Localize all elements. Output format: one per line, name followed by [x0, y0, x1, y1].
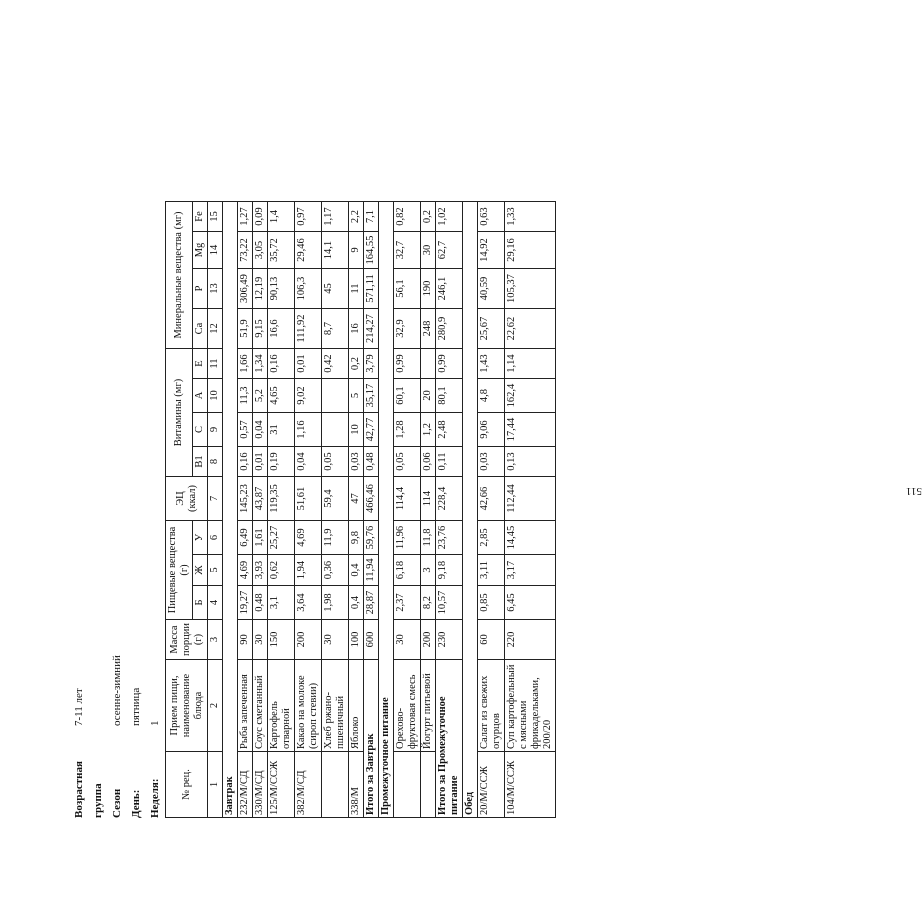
table-cell: 51,61 — [295, 477, 322, 521]
col-nutrients: Пищевые вещества (г) — [166, 521, 193, 620]
table-cell: 1,2 — [421, 413, 436, 447]
table-cell: 60,1 — [394, 379, 421, 413]
table-cell: 30 — [421, 232, 436, 269]
table-cell: 106,3 — [295, 269, 322, 309]
section-title: Завтрак — [223, 202, 238, 818]
table-cell: 4,65 — [268, 379, 295, 413]
total-cell: 0,11 — [436, 447, 463, 477]
column-number: 13 — [208, 269, 223, 309]
table-cell: 0,48 — [253, 586, 268, 620]
table-cell: 3,64 — [295, 586, 322, 620]
table-cell: 2,37 — [394, 586, 421, 620]
table-row — [268, 202, 295, 818]
table-cell: 114,4 — [394, 477, 421, 521]
table-cell: 43,87 — [253, 477, 268, 521]
total-cell: 571,11 — [364, 269, 379, 309]
table-cell — [394, 752, 421, 818]
table-cell: 4,69 — [295, 521, 322, 555]
table-cell: 22,62 — [505, 309, 556, 349]
col-minerals: Минеральные вещества (мг) — [166, 202, 193, 349]
total-cell: 280,9 — [436, 309, 463, 349]
menu-table-body — [208, 202, 556, 818]
table-cell: 16,6 — [268, 309, 295, 349]
table-cell: 1,4 — [268, 202, 295, 232]
total-cell: 2,48 — [436, 413, 463, 447]
table-cell: 1,27 — [238, 202, 253, 232]
table-cell: 306,49 — [238, 269, 253, 309]
table-cell — [322, 752, 349, 818]
table-cell: 1,16 — [295, 413, 322, 447]
table-cell: 0,19 — [268, 447, 295, 477]
table-cell: Картофель отварной — [268, 660, 295, 752]
table-cell: 220 — [505, 620, 556, 660]
table-cell: 330/М/СД — [253, 752, 268, 818]
table-row — [253, 202, 268, 818]
table-cell: Салат из свежих огурцов — [478, 660, 505, 752]
table-cell: 0,97 — [295, 202, 322, 232]
table-cell: 11 — [349, 269, 364, 309]
table-cell: 11,8 — [421, 521, 436, 555]
column-number: 12 — [208, 309, 223, 349]
section-title: Обед — [463, 202, 478, 818]
table-cell: 190 — [421, 269, 436, 309]
table-cell: 0,01 — [253, 447, 268, 477]
table-cell: Рыба запеченная — [238, 660, 253, 752]
table-cell: 0,13 — [505, 447, 556, 477]
table-cell: 30 — [394, 620, 421, 660]
age-group-label: Возрастная группа — [73, 761, 104, 818]
col-mass: Масса порции (г) — [166, 620, 208, 660]
table-cell: 12,19 — [253, 269, 268, 309]
total-row — [364, 202, 379, 818]
table-row — [478, 202, 505, 818]
col-fe: Fe — [193, 202, 208, 232]
column-number: 11 — [208, 349, 223, 379]
table-cell: 0,09 — [253, 202, 268, 232]
table-cell: 90,13 — [268, 269, 295, 309]
table-cell: 112,44 — [505, 477, 556, 521]
table-cell: 56,1 — [394, 269, 421, 309]
table-cell: 11,3 — [238, 379, 253, 413]
table-cell: 32,9 — [394, 309, 421, 349]
table-cell: 0,04 — [295, 447, 322, 477]
col-a: A — [193, 379, 208, 413]
col-b: Б — [193, 586, 208, 620]
total-label: Итого за Завтрак — [364, 660, 379, 818]
col-energy: ЭЦ (ккал) — [166, 477, 208, 521]
table-cell: 0,2 — [349, 349, 364, 379]
table-cell: 20 — [421, 379, 436, 413]
table-cell: 0,99 — [394, 349, 421, 379]
table-cell: Йогурт питьевой — [421, 660, 436, 752]
table-cell: 6,49 — [238, 521, 253, 555]
table-cell: 382/М/СД — [295, 752, 322, 818]
table-cell: 11,9 — [322, 521, 349, 555]
table-cell: 0,2 — [421, 202, 436, 232]
table-cell: 119,35 — [268, 477, 295, 521]
table-cell: 1,61 — [253, 521, 268, 555]
column-number: 2 — [208, 660, 223, 752]
table-cell: 104/М/ССЖ — [505, 752, 556, 818]
table-cell: 3,11 — [478, 555, 505, 586]
table-cell: 10 — [349, 413, 364, 447]
menu-table — [165, 201, 556, 818]
table-cell: Суп картофельный с мясными фрикадельками, 200/20 — [505, 660, 556, 752]
table-cell: 1,17 — [322, 202, 349, 232]
table-cell: 9,06 — [478, 413, 505, 447]
table-cell: 0,03 — [478, 447, 505, 477]
table-cell: 0,16 — [268, 349, 295, 379]
rotated-page — [70, 58, 922, 818]
column-number: 8 — [208, 447, 223, 477]
table-cell: Какао на молоке (сироп стевии) — [295, 660, 322, 752]
table-cell: 14,92 — [478, 232, 505, 269]
table-cell: 0,62 — [268, 555, 295, 586]
total-cell: 228,4 — [436, 477, 463, 521]
table-cell: Орехово-фруктовая смесь — [394, 660, 421, 752]
column-number: 1 — [208, 752, 223, 818]
table-cell: 114 — [421, 477, 436, 521]
table-cell: 0,57 — [238, 413, 253, 447]
table-cell: 9,8 — [349, 521, 364, 555]
table-cell — [421, 752, 436, 818]
table-cell: 32,7 — [394, 232, 421, 269]
table-cell: 1,14 — [505, 349, 556, 379]
table-cell: 162,4 — [505, 379, 556, 413]
col-mg: Mg — [193, 232, 208, 269]
table-cell: 0,01 — [295, 349, 322, 379]
col-zh: Ж — [193, 555, 208, 586]
section-row — [379, 202, 394, 818]
table-cell: 100 — [349, 620, 364, 660]
table-row — [322, 202, 349, 818]
table-cell: 1,66 — [238, 349, 253, 379]
total-cell: 80,1 — [436, 379, 463, 413]
season-label: Сезон — [111, 788, 123, 818]
day-value: пятница — [130, 687, 142, 726]
total-cell: 164,55 — [364, 232, 379, 269]
column-number: 9 — [208, 413, 223, 447]
table-cell: 5,2 — [253, 379, 268, 413]
col-u: У — [193, 521, 208, 555]
table-cell: 125/М/ССЖ — [268, 752, 295, 818]
table-cell: 1,28 — [394, 413, 421, 447]
total-cell: 246,1 — [436, 269, 463, 309]
table-cell: 338/М — [349, 752, 364, 818]
col-p: P — [193, 269, 208, 309]
column-number: 3 — [208, 620, 223, 660]
table-cell: 11,96 — [394, 521, 421, 555]
table-cell: 3,1 — [268, 586, 295, 620]
table-cell: 20/М/ССЖ — [478, 752, 505, 818]
total-cell: 600 — [364, 620, 379, 660]
total-cell: 23,76 — [436, 521, 463, 555]
table-cell: 200 — [421, 620, 436, 660]
table-cell: Соус сметанный — [253, 660, 268, 752]
total-label: Итого за Промежуточное питание — [436, 660, 463, 818]
table-cell: 150 — [268, 620, 295, 660]
table-cell: 30 — [322, 620, 349, 660]
column-number: 6 — [208, 521, 223, 555]
table-cell: 19,27 — [238, 586, 253, 620]
table-cell: 17,44 — [505, 413, 556, 447]
total-cell: 7,1 — [364, 202, 379, 232]
col-b1: B1 — [193, 447, 208, 477]
table-cell: 2,2 — [349, 202, 364, 232]
total-cell: 10,57 — [436, 586, 463, 620]
total-cell: 466,46 — [364, 477, 379, 521]
total-cell: 9,18 — [436, 555, 463, 586]
table-cell: 90 — [238, 620, 253, 660]
col-ca: Ca — [193, 309, 208, 349]
table-row — [238, 202, 253, 818]
week-value: 1 — [149, 720, 161, 726]
table-cell: 0,85 — [478, 586, 505, 620]
table-cell: 9,02 — [295, 379, 322, 413]
column-number: 4 — [208, 586, 223, 620]
total-cell: 3,79 — [364, 349, 379, 379]
table-cell: 200 — [295, 620, 322, 660]
table-cell: 9,15 — [253, 309, 268, 349]
table-cell: 42,66 — [478, 477, 505, 521]
table-cell: 1,43 — [478, 349, 505, 379]
table-row — [349, 202, 364, 818]
table-cell: 29,46 — [295, 232, 322, 269]
col-dish: Прием пищи, наименование блюда — [166, 660, 208, 752]
table-cell: 25,67 — [478, 309, 505, 349]
table-cell: 3,93 — [253, 555, 268, 586]
table-cell — [322, 413, 349, 447]
total-row — [436, 202, 463, 818]
table-row — [295, 202, 322, 818]
table-cell: 0,82 — [394, 202, 421, 232]
table-cell: 3,05 — [253, 232, 268, 269]
table-cell: 0,4 — [349, 555, 364, 586]
table-cell: 0,63 — [478, 202, 505, 232]
table-row — [394, 202, 421, 818]
col-recipe: № рец. — [166, 752, 208, 818]
age-group-value: 7-11 лет — [73, 688, 85, 726]
total-cell: 0,48 — [364, 447, 379, 477]
column-number: 14 — [208, 232, 223, 269]
column-number: 5 — [208, 555, 223, 586]
table-cell: 5 — [349, 379, 364, 413]
table-cell: 3 — [421, 555, 436, 586]
total-cell: 0,99 — [436, 349, 463, 379]
total-cell: 59,76 — [364, 521, 379, 555]
week-label: Неделя: — [149, 778, 161, 818]
table-cell: 0,36 — [322, 555, 349, 586]
table-cell: 0,05 — [394, 447, 421, 477]
table-cell: 2,85 — [478, 521, 505, 555]
table-cell: 248 — [421, 309, 436, 349]
col-vitamins: Витамины (мг) — [166, 349, 193, 477]
column-number: 7 — [208, 477, 223, 521]
table-cell: 51,9 — [238, 309, 253, 349]
column-number: 10 — [208, 379, 223, 413]
table-cell: 60 — [478, 620, 505, 660]
table-cell: 30 — [253, 620, 268, 660]
table-row — [505, 202, 556, 818]
table-cell: Хлеб ржано-пшеничный — [322, 660, 349, 752]
column-number-row — [208, 202, 223, 818]
table-cell: 4,8 — [478, 379, 505, 413]
table-cell: 232/М/СД — [238, 752, 253, 818]
table-cell: 47 — [349, 477, 364, 521]
table-cell: 9 — [349, 232, 364, 269]
table-cell: 8,2 — [421, 586, 436, 620]
table-cell: 111,92 — [295, 309, 322, 349]
col-c: C — [193, 413, 208, 447]
table-cell: 45 — [322, 269, 349, 309]
section-row — [223, 202, 238, 818]
table-cell: 16 — [349, 309, 364, 349]
table-cell: 0,06 — [421, 447, 436, 477]
total-cell: 230 — [436, 620, 463, 660]
table-cell — [322, 379, 349, 413]
day-label: День: — [130, 789, 142, 818]
table-cell: 0,16 — [238, 447, 253, 477]
total-cell: 11,94 — [364, 555, 379, 586]
total-cell: 214,27 — [364, 309, 379, 349]
table-cell: 1,94 — [295, 555, 322, 586]
table-cell: 35,72 — [268, 232, 295, 269]
table-cell: 40,59 — [478, 269, 505, 309]
table-cell: 25,27 — [268, 521, 295, 555]
total-cell: 28,87 — [364, 586, 379, 620]
table-cell: 59,4 — [322, 477, 349, 521]
table-cell: 29,16 — [505, 232, 556, 269]
table-cell: 1,34 — [253, 349, 268, 379]
table-cell: 0,42 — [322, 349, 349, 379]
page-number: 511 — [905, 485, 922, 497]
total-cell: 35,17 — [364, 379, 379, 413]
table-cell: 0,05 — [322, 447, 349, 477]
table-cell: 1,98 — [322, 586, 349, 620]
table-cell: 145,23 — [238, 477, 253, 521]
table-cell: 6,18 — [394, 555, 421, 586]
document-header — [70, 655, 165, 818]
table-cell: 1,33 — [505, 202, 556, 232]
table-cell: 0,4 — [349, 586, 364, 620]
total-cell: 42,77 — [364, 413, 379, 447]
section-title: Промежуточное питание — [379, 202, 394, 818]
table-cell: 0,03 — [349, 447, 364, 477]
table-cell: 31 — [268, 413, 295, 447]
table-cell: 73,22 — [238, 232, 253, 269]
table-cell: Яблоко — [349, 660, 364, 752]
table-cell: 105,37 — [505, 269, 556, 309]
table-cell: 6,45 — [505, 586, 556, 620]
total-cell: 1,02 — [436, 202, 463, 232]
table-row — [421, 202, 436, 818]
table-cell: 3,17 — [505, 555, 556, 586]
season-value: осенне-зимний — [111, 655, 123, 726]
table-cell — [421, 349, 436, 379]
column-number: 15 — [208, 202, 223, 232]
col-e: E — [193, 349, 208, 379]
table-cell: 8,7 — [322, 309, 349, 349]
total-cell: 62,7 — [436, 232, 463, 269]
section-row — [463, 202, 478, 818]
table-cell: 14,1 — [322, 232, 349, 269]
table-cell: 4,69 — [238, 555, 253, 586]
table-cell: 0,04 — [253, 413, 268, 447]
table-cell: 14,45 — [505, 521, 556, 555]
